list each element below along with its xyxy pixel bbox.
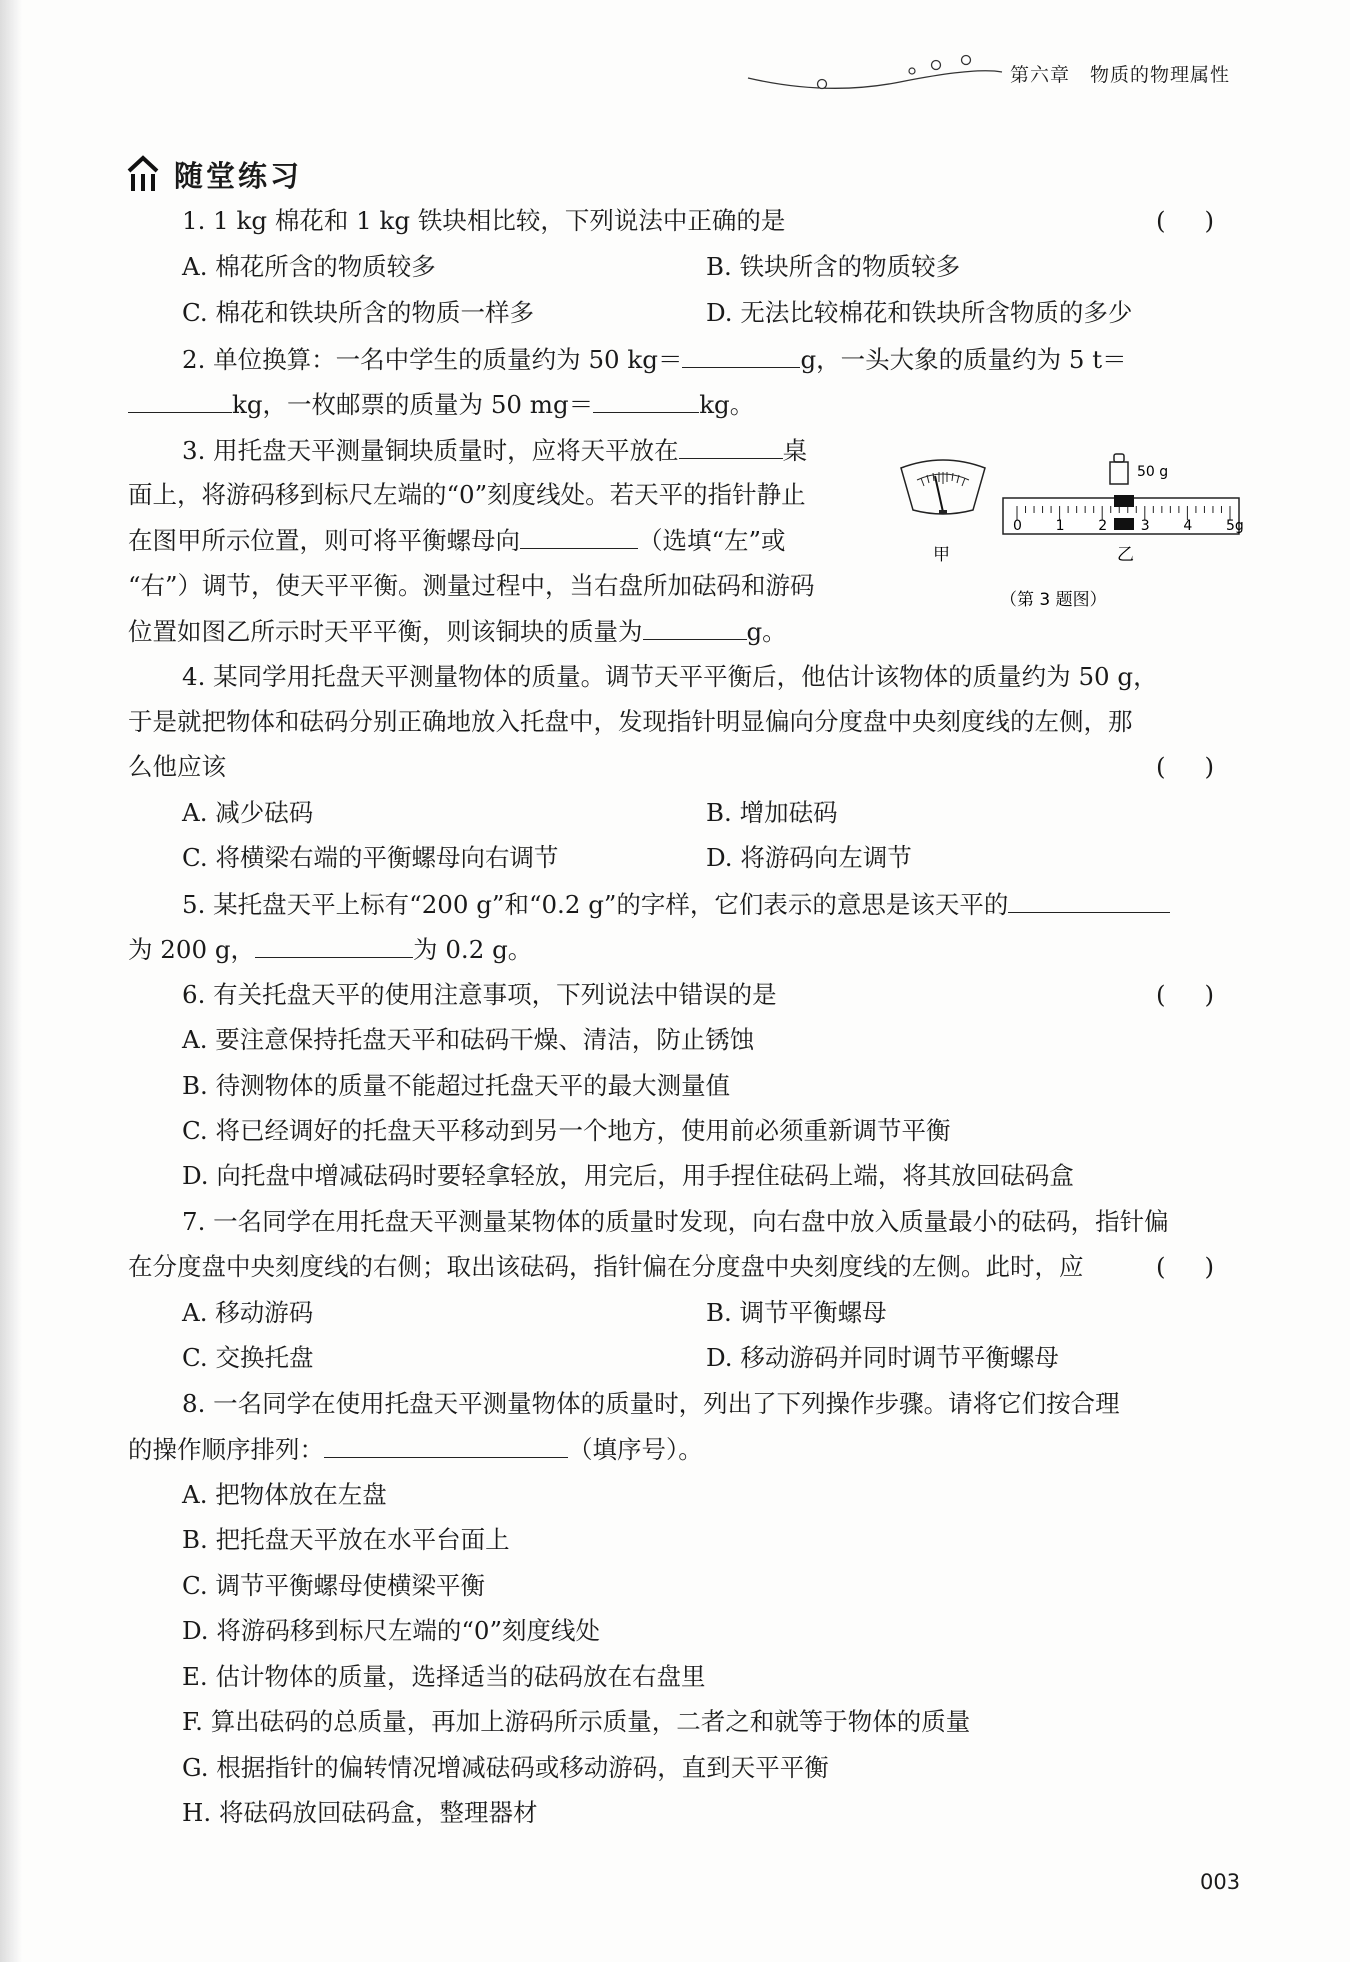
- q3-text-5: 位置如图乙所示时天平平衡，则该铜块的质量为: [128, 617, 643, 646]
- q5-line-2: [128, 931, 532, 968]
- q5-text-3: 为 0.2 g。: [413, 935, 533, 964]
- q3-text-3: 在图甲所示位置，则可将平衡螺母向: [128, 526, 520, 555]
- figure-label-jia: 甲: [933, 545, 950, 565]
- scale-tick-label: 2: [1098, 518, 1108, 534]
- chapter-title: 物质的物理属性: [1090, 64, 1231, 86]
- q3-line-2: 面上，将游码移到标尺左端的“0”刻度线处。若天平的指针静止: [128, 480, 806, 509]
- q6-option-d: D. 向托盘中增减砝码时要轻拿轻放，用完后，用手捏住砝码上端，将其放回砝码盒: [182, 1161, 1074, 1190]
- q1-option-a: A. 棉花所含的物质较多: [182, 252, 436, 281]
- q1-option-c: C. 棉花和铁块所含的物质一样多: [182, 298, 534, 327]
- q2-line-1: [182, 341, 1127, 378]
- q7-line-2: 在分度盘中央刻度线的右侧；取出该砝码，指针偏在分度盘中央刻度线的左侧。此时，应: [128, 1252, 1084, 1281]
- q2-blank-3[interactable]: [593, 386, 699, 413]
- q5-text-1: 5. 某托盘天平上标有“200 g”和“0.2 g”的字样，它们表示的意思是该天平的: [182, 890, 1009, 919]
- q1-option-b: B. 铁块所含的物质较多: [706, 252, 961, 281]
- scale-tick-label: 5g: [1226, 518, 1244, 534]
- q8-line-1: 8. 一名同学在使用托盘天平测量物体的质量时，列出了下列操作步骤。请将它们按合理: [182, 1389, 1120, 1418]
- q3-text-6: g。: [746, 617, 787, 646]
- scale-figure-yi: [1003, 454, 1244, 565]
- q2-text-3: kg，一枚邮票的质量为 50 mg＝: [232, 390, 594, 419]
- q1-answer-paren[interactable]: ( ): [1156, 206, 1215, 235]
- page-number: 003: [1200, 1870, 1241, 1894]
- header-wave-decoration: [740, 52, 1010, 102]
- q6-answer-paren[interactable]: ( ): [1156, 980, 1215, 1009]
- q1-stem: 1. 1 kg 棉花和 1 kg 铁块相比较，下列说法中正确的是: [182, 206, 786, 235]
- q2-blank-2[interactable]: [128, 386, 232, 413]
- q3-figure: [895, 440, 1245, 620]
- q8-step-a: A. 把物体放在左盘: [182, 1480, 387, 1509]
- q2-text-2: g，一头大象的质量约为 5 t＝: [800, 345, 1127, 374]
- page-edge-shadow: [0, 0, 22, 1962]
- chapter-number: 第六章: [1010, 64, 1071, 86]
- q7-answer-paren[interactable]: ( ): [1156, 1252, 1215, 1281]
- figure-label-yi: 乙: [1117, 545, 1134, 565]
- q1-option-d: D. 无法比较棉花和铁块所含物质的多少: [706, 298, 1133, 327]
- q2-text-1: 2. 单位换算：一名中学生的质量约为 50 kg＝: [182, 345, 683, 374]
- q4-answer-paren[interactable]: ( ): [1156, 752, 1215, 781]
- q4-line-3: 么他应该: [128, 752, 226, 781]
- q3-blank-2[interactable]: [520, 522, 638, 549]
- q3-line-3: [128, 522, 786, 559]
- q7-line-1: 7. 一名同学在用托盘天平测量某物体的质量时发现，向右盘中放入质量最小的砝码，指针偏: [182, 1207, 1169, 1236]
- q3-line-4: “右”）调节，使天平平衡。测量过程中，当右盘所加砝码和游码: [128, 571, 815, 600]
- scale-tick-label: 0: [1013, 518, 1022, 534]
- q4-option-a: A. 减少砝码: [182, 798, 314, 827]
- q8-line-2: [128, 1431, 703, 1468]
- q4-line-1: 4. 某同学用托盘天平测量物体的质量。调节天平平衡后，他估计该物体的质量约为 50 g，: [182, 662, 1158, 691]
- q8-step-e: E. 估计物体的质量，选择适当的砝码放在右盘里: [182, 1662, 706, 1691]
- scale-tick-label: 3: [1140, 518, 1150, 534]
- q8-step-f: F. 算出砝码的总质量，再加上游码所示质量，二者之和就等于物体的质量: [182, 1707, 971, 1736]
- q7-option-a: A. 移动游码: [182, 1298, 314, 1327]
- q2-text-4: kg。: [699, 390, 755, 419]
- page-header: [740, 52, 1260, 102]
- section-title: [126, 152, 302, 196]
- weight-label: 50 g: [1137, 464, 1169, 480]
- q7-option-b: B. 调节平衡螺母: [706, 1298, 887, 1327]
- q7-option-d: D. 移动游码并同时调节平衡螺母: [706, 1343, 1059, 1372]
- q4-option-b: B. 增加砝码: [706, 798, 838, 827]
- classroom-icon: [126, 154, 160, 194]
- q8-step-d: D. 将游码移到标尺左端的“0”刻度线处: [182, 1616, 600, 1645]
- q8-step-h: H. 将砝码放回砝码盒，整理器材: [182, 1798, 538, 1827]
- q6-option-a: A. 要注意保持托盘天平和砝码干燥、清洁，防止锈蚀: [182, 1025, 755, 1054]
- q8-text-1: 的操作顺序排列：: [128, 1435, 324, 1464]
- q3-blank-1[interactable]: [679, 432, 783, 459]
- q3-blank-3[interactable]: [643, 613, 747, 640]
- q5-line-1: [182, 886, 1170, 923]
- q3-text-4: （选填“左”或: [638, 526, 786, 555]
- q6-option-b: B. 待测物体的质量不能超过托盘天平的最大测量值: [182, 1071, 731, 1100]
- scale-tick-label: 1: [1055, 518, 1065, 534]
- dial-figure-jia: [901, 460, 985, 565]
- q8-blank-1[interactable]: [324, 1431, 568, 1458]
- q7-option-c: C. 交换托盘: [182, 1343, 314, 1372]
- q5-blank-1[interactable]: [1008, 886, 1170, 913]
- q4-option-c: C. 将横梁右端的平衡螺母向右调节: [182, 843, 559, 872]
- q2-blank-1[interactable]: [682, 341, 800, 368]
- q5-text-2: 为 200 g，: [128, 935, 256, 964]
- q8-step-g: G. 根据指针的偏转情况增减砝码或移动游码，直到天平平衡: [182, 1753, 829, 1782]
- q8-step-b: B. 把托盘天平放在水平台面上: [182, 1525, 510, 1554]
- q4-option-d: D. 将游码向左调节: [706, 843, 912, 872]
- rider-top: [1114, 495, 1134, 507]
- header-text: [1010, 60, 1230, 87]
- q3-line-1: [182, 432, 807, 469]
- q6-option-c: C. 将已经调好的托盘天平移动到另一个地方，使用前必须重新调节平衡: [182, 1116, 951, 1145]
- q3-text-1: 3. 用托盘天平测量铜块质量时，应将天平放在: [182, 436, 679, 465]
- q3-line-5: [128, 613, 787, 650]
- q8-text-2: （填序号）。: [568, 1435, 703, 1464]
- q4-line-2: 于是就把物体和砝码分别正确地放入托盘中，发现指针明显偏向分度盘中央刻度线的左侧，那: [128, 707, 1133, 736]
- q2-line-2: [128, 386, 754, 423]
- q5-blank-2[interactable]: [255, 931, 413, 958]
- q6-stem: 6. 有关托盘天平的使用注意事项，下列说法中错误的是: [182, 980, 777, 1009]
- section-title-text: 随堂练习: [174, 158, 303, 193]
- q3-figure-drawing: [895, 440, 1245, 620]
- q3-text-2: 桌: [782, 436, 808, 465]
- rider-bottom: [1114, 518, 1134, 530]
- figure-caption: （第 3 题图）: [1000, 590, 1107, 610]
- q8-step-c: C. 调节平衡螺母使横梁平衡: [182, 1571, 485, 1600]
- scale-tick-label: 4: [1183, 518, 1193, 534]
